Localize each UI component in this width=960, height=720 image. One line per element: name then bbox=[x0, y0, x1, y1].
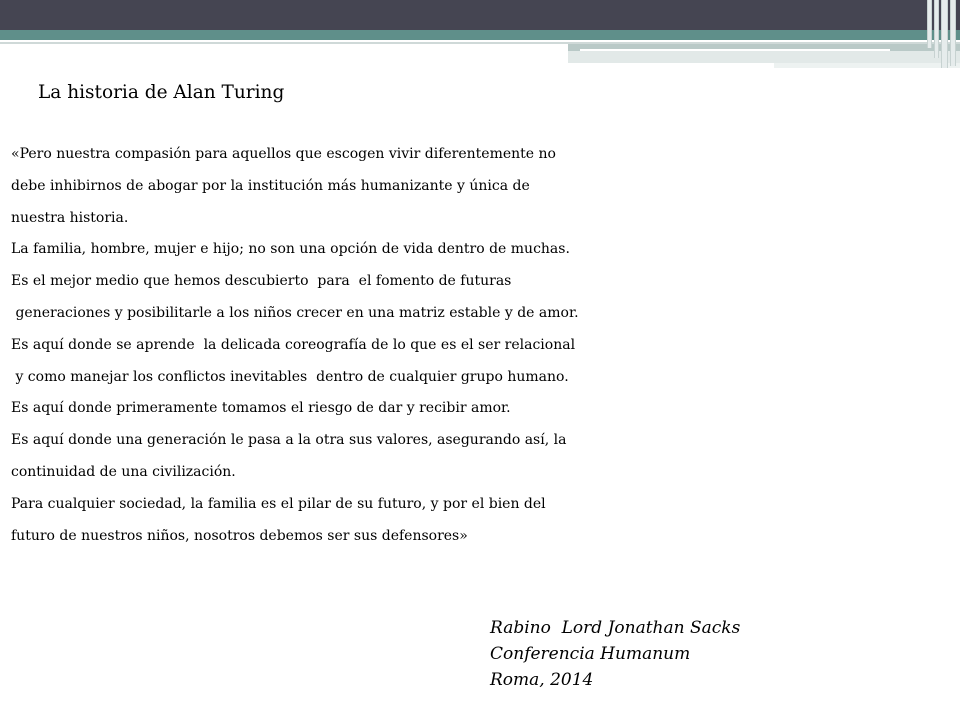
quote-line: nuestra historia. bbox=[11, 209, 129, 226]
quote-line: Es el mejor medio que hemos descubierto para el fomento de futuras bbox=[11, 273, 512, 290]
header-step-decoration-lighter bbox=[774, 63, 960, 68]
quote-line: generaciones y posibilitarle a los niños crecer en una matriz estable y de amor. bbox=[11, 304, 579, 321]
quote-line: «Pero nuestra compasión para aquellos que escogen vivir diferentemente no bbox=[11, 146, 556, 162]
quote-line: La familia, hombre, mujer e hijo; no son una opción de vida dentro de muchas. bbox=[11, 241, 570, 258]
quote-line: Es aquí donde se aprende la delicada coreografía de lo que es el ser relacional bbox=[11, 336, 576, 353]
quote-line: continuidad de una civilización. bbox=[11, 463, 236, 480]
attribution-place-date: Roma, 2014 bbox=[490, 670, 594, 690]
edge-vertical-bar bbox=[927, 0, 932, 48]
header-dark-band bbox=[0, 0, 960, 30]
header-teal-band bbox=[0, 30, 960, 40]
edge-vertical-bar bbox=[941, 0, 948, 68]
quote-line: debe inhibirnos de abogar por la institución más humanizante y única de bbox=[11, 177, 530, 194]
attribution-event: Conferencia Humanum bbox=[490, 644, 691, 664]
quote-line: futuro de nuestros niños, nosotros debemos ser sus defensores» bbox=[11, 527, 468, 544]
quote-body bbox=[11, 139, 951, 552]
header-step-decoration-light bbox=[568, 51, 960, 63]
edge-vertical-bar bbox=[950, 0, 956, 66]
attribution-author: Rabino Lord Jonathan Sacks bbox=[490, 618, 741, 638]
quote-line: Para cualquier sociedad, la familia es el pilar de su futuro, y por el bien del bbox=[11, 495, 546, 512]
quote-line: Es aquí donde una generación le pasa a la otra sus valores, asegurando así, la bbox=[11, 432, 567, 449]
edge-vertical-bar bbox=[934, 0, 939, 58]
attribution bbox=[490, 615, 740, 693]
slide-title: La historia de Alan Turing bbox=[38, 82, 285, 103]
quote-line: y como manejar los conflictos inevitables dentro de cualquier grupo humano. bbox=[11, 368, 569, 385]
quote-line: Es aquí donde primeramente tomamos el riesgo de dar y recibir amor. bbox=[11, 400, 511, 417]
